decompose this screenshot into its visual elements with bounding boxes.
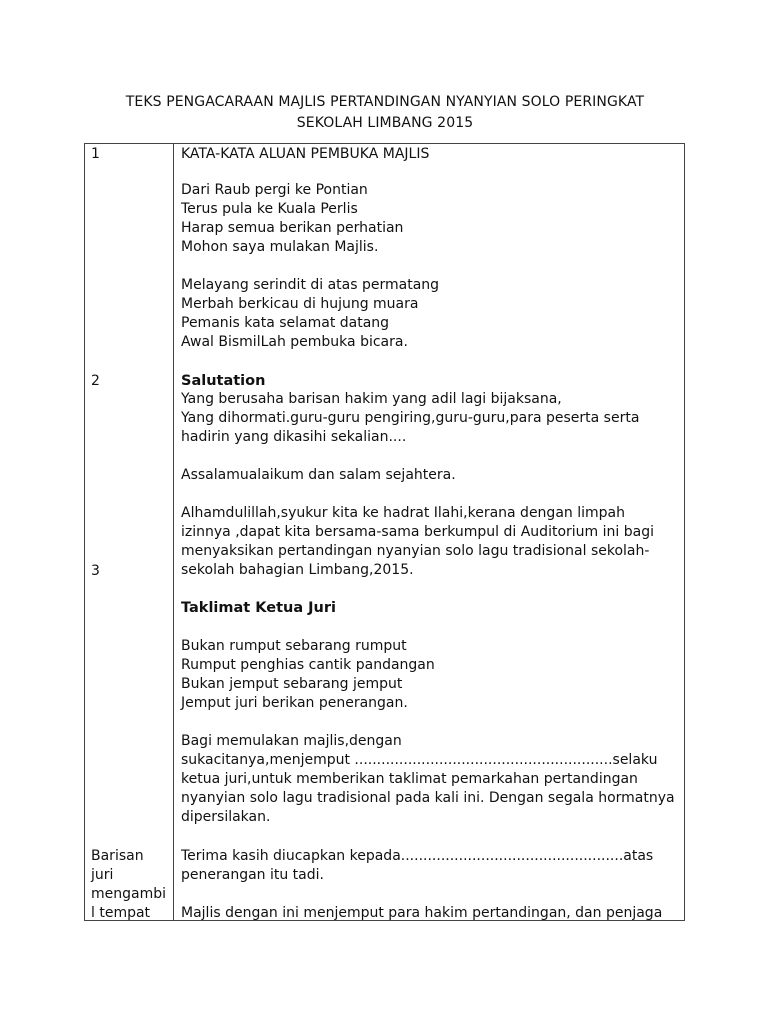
paragraph-line: sukacitanya,menjemput ..........................................................selaku	[181, 752, 658, 768]
paragraph-line: menyaksikan pertandingan nyanyian solo lagu tradisional sekolah-	[181, 543, 650, 559]
paragraph-line: penerangan itu tadi.	[181, 867, 324, 883]
document-title	[84, 92, 686, 134]
script-table	[84, 143, 685, 921]
taklimat-heading: Taklimat Ketua Juri	[181, 600, 337, 616]
paragraph-line: Terima kasih diucapkan kepada..................................................atas	[181, 848, 654, 864]
section-heading: KATA-KATA ALUAN PEMBUKA MAJLIS	[181, 146, 430, 162]
barisan-line-4: l tempat	[91, 905, 151, 921]
pantun-line: Pemanis kata selamat datang	[181, 315, 390, 331]
pantun-line: Awal BismilLah pembuka bicara.	[181, 334, 408, 350]
salutation-heading: Salutation	[181, 373, 266, 389]
pantun-line: Jemput juri berikan penerangan.	[181, 695, 408, 711]
paragraph-line: dipersilakan.	[181, 809, 271, 825]
paragraph-line: ketua juri,untuk memberikan taklimat pemarkahan pertandingan	[181, 771, 638, 787]
barisan-line-1: Barisan	[91, 848, 144, 864]
row-number-2: 2	[91, 373, 100, 389]
paragraph-line: Alhamdulillah,syukur kita ke hadrat Ilahi,kerana dengan limpah	[181, 505, 625, 521]
paragraph-line: hadirin yang dikasihi sekalian....	[181, 429, 407, 445]
pantun-line: Rumput penghias cantik pandangan	[181, 657, 435, 673]
paragraph-line: Majlis dengan ini menjemput para hakim pertandingan, dan penjaga	[181, 905, 663, 921]
pantun-line: Melayang serindit di atas permatang	[181, 277, 440, 293]
pantun-line: Bukan rumput sebarang rumput	[181, 638, 407, 654]
paragraph-line: izinnya ,dapat kita bersama-sama berkumpul di Auditorium ini bagi	[181, 524, 654, 540]
paragraph-line: Yang dihormati.guru-guru pengiring,guru-guru,para peserta serta	[181, 410, 640, 426]
title-line-2: SEKOLAH LIMBANG 2015	[296, 115, 474, 131]
pantun-line: Dari Raub pergi ke Pontian	[181, 182, 368, 198]
pantun-line: Terus pula ke Kuala Perlis	[181, 201, 358, 217]
barisan-line-2: juri	[91, 867, 114, 883]
row-number-1: 1	[91, 146, 100, 162]
paragraph-line: nyanyian solo lagu tradisional pada kali ini. Dengan segala hormatnya	[181, 790, 675, 806]
pantun-line: Harap semua berikan perhatian	[181, 220, 404, 236]
paragraph-line: Bagi memulakan majlis,dengan	[181, 733, 402, 749]
pantun-line: Bukan jemput sebarang jemput	[181, 676, 403, 692]
pantun-line: Merbah berkicau di hujung muara	[181, 296, 419, 312]
pantun-line: Mohon saya mulakan Majlis.	[181, 239, 379, 255]
paragraph-line: sekolah bahagian Limbang,2015.	[181, 562, 414, 578]
barisan-line-3: mengambi	[91, 886, 167, 902]
paragraph-line: Assalamualaikum dan salam sejahtera.	[181, 467, 456, 483]
paragraph-line: Yang berusaha barisan hakim yang adil lagi bijaksana,	[181, 391, 562, 407]
title-line-1: TEKS PENGACARAAN MAJLIS PERTANDINGAN NYANYIAN SOLO PERINGKAT	[125, 94, 645, 110]
row-number-3: 3	[91, 563, 100, 579]
column-divider	[173, 144, 174, 920]
